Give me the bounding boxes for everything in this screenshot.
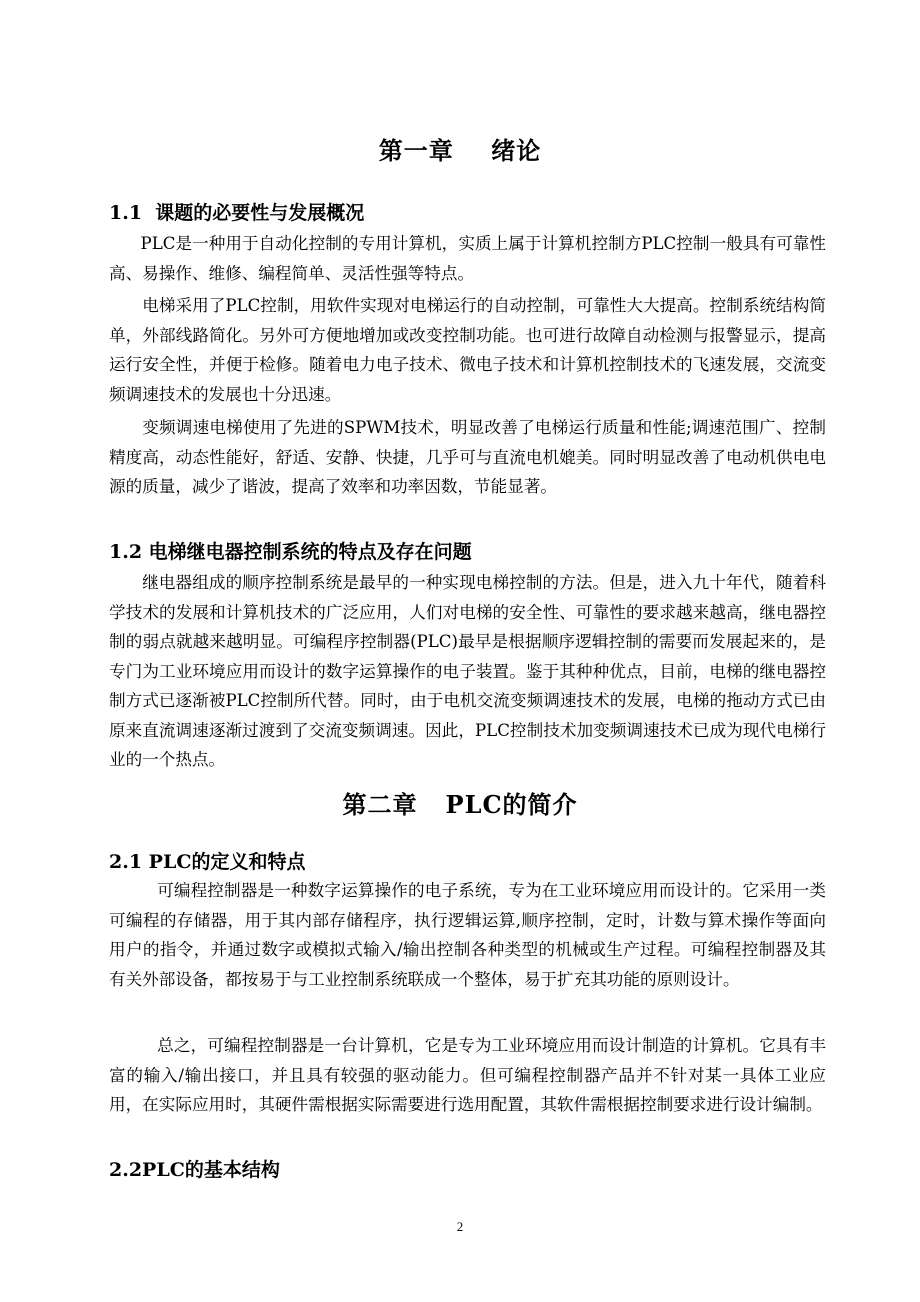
chapter-2-title: 第二章 PLC的简介 bbox=[342, 790, 578, 819]
section-1-1-heading: 1.1 课题的必要性与发展概况 bbox=[109, 202, 365, 224]
section-2-2-heading: 2.2PLC的基本结构 bbox=[109, 1159, 280, 1181]
section-2-1-paragraph-2: 总之，可编程控制器是一台计算机，它是专为工业环境应用而设计制造的计算机。它具有丰富的输入/输出接口，并且具有较强的驱动能力。但可编程控制器产品并不针对某一具体工业应用，在实际应用时，其硬件需根据实际需要进行选用配置，其软件需根据控制要求进行设计编制。 bbox=[109, 1036, 826, 1114]
section-2-1-paragraph-1: 可编程控制器是一种数字运算操作的电子系统，专为在工业环境应用而设计的。它采用一类可编程的存储器，用于其内部存储程序，执行逻辑运算,顺序控制，定时，计数与算术操作等面向用户的指令，并通过数字或模拟式输入/输出控制各种类型的机械或生产过程。可编程控制器及其有关外部设备，都按易于与工业控制系统联成一个整体，易于扩充其功能的原则设计。 bbox=[109, 881, 826, 989]
section-2-1-heading: 2.1 PLC的定义和特点 bbox=[109, 851, 306, 873]
section-1-1-paragraph-1: PLC是一种用于自动化控制的专用计算机，实质上属于计算机控制方PLC控制一般具有可靠性高、易操作、维修、编程简单、灵活性强等特点。 bbox=[109, 234, 826, 283]
section-1-2-heading: 1.2 电梯继电器控制系统的特点及存在问题 bbox=[109, 541, 472, 563]
section-1-1-paragraph-3: 变频调速电梯使用了先进的SPWM技术，明显改善了电梯运行质量和性能;调速范围广、控制精度高，动态性能好，舒适、安静、快捷，几乎可与直流电机媲美。同时明显改善了电动机供电电源的质量，减少了谐波，提高了效率和功率因数，节能显著。 bbox=[109, 418, 826, 496]
page-number: 2 bbox=[456, 1219, 464, 1234]
section-1-2-paragraph-1: 继电器组成的顺序控制系统是最早的一种实现电梯控制的方法。但是，进入九十年代，随着科学技术的发展和计算机技术的广泛应用，人们对电梯的安全性、可靠性的要求越来越高，继电器控制的弱点就越来越明显。可编程序控制器(PLC)最早是根据顺序逻辑控制的需要而发展起来的，是专门为工业环境应用而设计的数字运算操作的电子装置。鉴于其种种优点，目前，电梯的继电器控制方式已逐渐被PLC控制所代替。同时，由于电机交流变频调速技术的发展，电梯的拖动方式已由原来直流调速逐渐过渡到了交流变频调速。因此，PLC控制技术加变频调速技术已成为现代电梯行业的一个热点。 bbox=[109, 573, 826, 769]
chapter-1-title: 第一章 绪论 bbox=[378, 136, 542, 165]
section-1-1-paragraph-2: 电梯采用了PLC控制，用软件实现对电梯运行的自动控制，可靠性大大提高。控制系统结构简单，外部线路简化。另外可方便地增加或改变控制功能。也可进行故障自动检测与报警显示，提高运行安全性，并便于检修。随着电力电子技术、微电子技术和计算机控制技术的飞速发展，交流变频调速技术的发展也十分迅速。 bbox=[109, 296, 826, 404]
